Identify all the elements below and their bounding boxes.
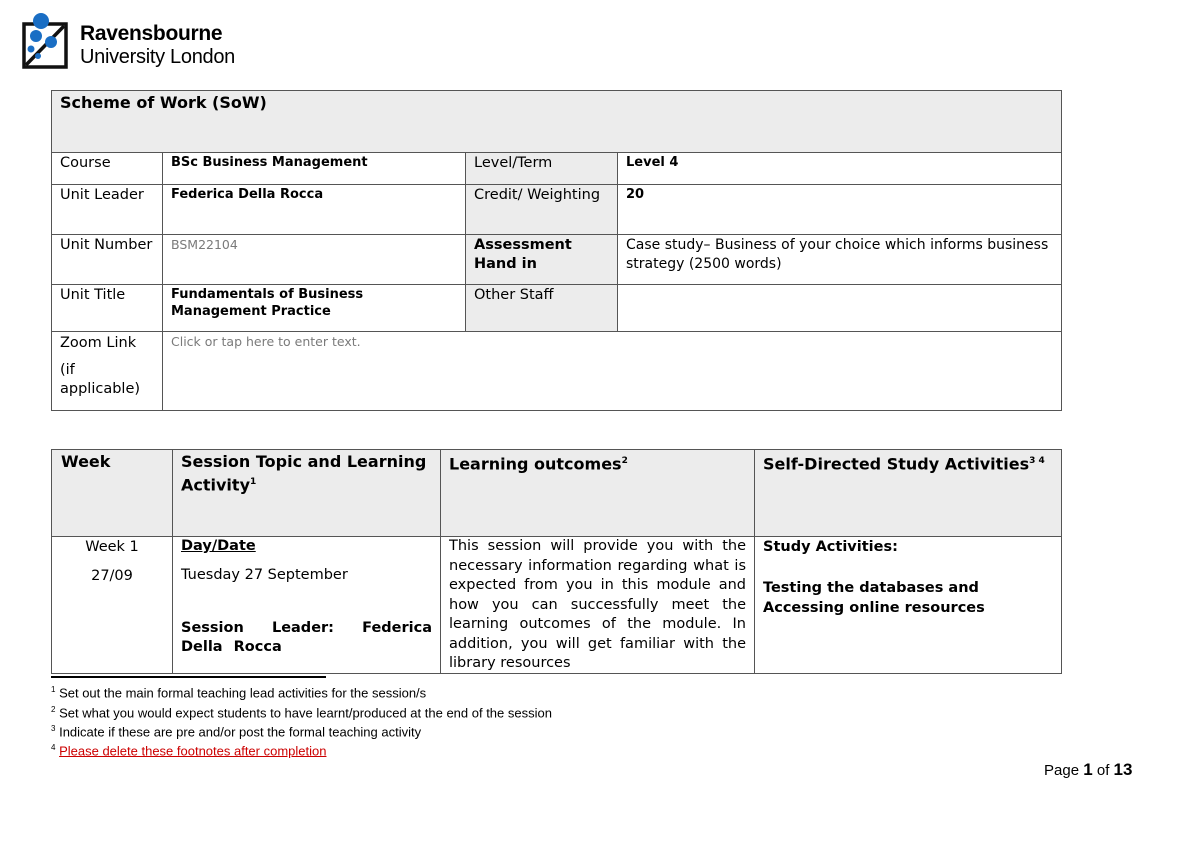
- scheme-of-work-table: [51, 90, 1062, 411]
- week-cell: [52, 537, 173, 674]
- outcomes-sup: 2: [621, 456, 628, 466]
- unit-title-value[interactable]: Fundamentals of Business Management Practice: [163, 285, 466, 332]
- logo-line1: Ravensbourne: [80, 22, 223, 45]
- credit-label: Credit/ Weighting: [466, 185, 618, 235]
- self-header-text: Self-Directed Study Activities: [763, 454, 1030, 474]
- unit-leader-value[interactable]: Federica Della Rocca: [163, 185, 466, 235]
- footnote-3-num: 3: [51, 724, 56, 733]
- unit-title-label: Unit Title: [52, 285, 163, 332]
- page-total: 13: [1113, 760, 1133, 779]
- footnote-4: [51, 743, 326, 758]
- outcome-cell: [441, 537, 755, 674]
- week-date: 27/09: [91, 568, 133, 584]
- table-row: [52, 153, 1062, 185]
- table-row: [52, 332, 1062, 411]
- topic-cell: [173, 537, 441, 674]
- unit-number-value: BSM22104: [171, 237, 238, 252]
- unit-leader-label: Unit Leader: [52, 185, 163, 235]
- other-staff-value[interactable]: [618, 285, 1062, 332]
- topic-header: [173, 450, 441, 537]
- zoom-label: Zoom Link: [60, 335, 137, 351]
- page-number: [1044, 760, 1132, 780]
- study-item: Testing the databases and Accessing online resources: [763, 580, 985, 616]
- university-logo: [22, 12, 252, 70]
- day-date-label: Day/Date: [181, 538, 256, 554]
- table-row: [52, 285, 1062, 332]
- page-prefix: Page: [1044, 762, 1080, 779]
- study-cell: [755, 537, 1062, 674]
- footnote-2: [51, 705, 552, 720]
- assessment-value[interactable]: Case study– Business of your choice which informs business strategy (2500 words): [618, 235, 1062, 285]
- footnote-3-text: Indicate if these are pre and/or post the formal teaching activity: [59, 724, 422, 740]
- logo-mark-icon: [22, 12, 82, 70]
- unit-number-field[interactable]: [163, 235, 466, 285]
- footnote-1: [51, 685, 426, 700]
- sow-title: Scheme of Work (SoW): [52, 91, 1062, 153]
- day-date-value: Tuesday 27 September: [181, 567, 348, 583]
- level-value[interactable]: Level 4: [618, 153, 1062, 185]
- week-header: Week: [52, 450, 173, 537]
- self-header: [755, 450, 1062, 537]
- table-row: [52, 537, 1062, 674]
- assessment-label: Assessment Hand in: [466, 235, 618, 285]
- page-of: of: [1096, 762, 1110, 779]
- schedule-table: [51, 449, 1062, 674]
- table-row: [52, 235, 1062, 285]
- footnote-4-num: 4: [51, 743, 56, 752]
- self-sup: 3 4: [1029, 456, 1045, 466]
- study-label: Study Activities:: [763, 539, 898, 555]
- course-label: Course: [52, 153, 163, 185]
- footnote-2-text: Set what you would expect students to have learnt/produced at the end of the session: [59, 705, 552, 721]
- table-row: [52, 185, 1062, 235]
- table-header-row: [52, 450, 1062, 537]
- credit-value[interactable]: 20: [618, 185, 1062, 235]
- page-current: 1: [1083, 760, 1093, 779]
- outcomes-header: [441, 450, 755, 537]
- footnote-1-num: 1: [51, 685, 56, 694]
- outcomes-header-text: Learning outcomes: [449, 454, 622, 474]
- footnote-4-text[interactable]: Please delete these footnotes after completion: [59, 743, 327, 759]
- topic-sup: 1: [250, 477, 257, 487]
- footnote-1-text: Set out the main formal teaching lead activities for the session/s: [59, 685, 427, 701]
- week-label: Week 1: [85, 539, 139, 555]
- footnote-3: [51, 724, 421, 739]
- logo-line2: University London: [80, 46, 235, 68]
- zoom-link-field[interactable]: [163, 332, 1062, 411]
- topic-header-text: Session Topic and Learning Activity: [181, 452, 427, 495]
- zoom-label-cell: [52, 332, 163, 411]
- other-staff-label: Other Staff: [466, 285, 618, 332]
- zoom-label-sub: (if applicable): [60, 362, 141, 397]
- footnote-separator: [51, 676, 326, 678]
- zoom-placeholder: Click or tap here to enter text.: [171, 334, 361, 349]
- course-value[interactable]: BSc Business Management: [163, 153, 466, 185]
- level-label: Level/Term: [466, 153, 618, 185]
- footnote-2-num: 2: [51, 705, 56, 714]
- unit-number-label: Unit Number: [52, 235, 163, 285]
- session-leader: Session Leader: Federica Della Rocca: [181, 620, 432, 655]
- outcome-text: This session will provide you with the necessary information regarding what is expected from you in this module and how you can successfully meet the learning outcomes of the module. In addition, you will get familiar with the library resources: [449, 538, 746, 671]
